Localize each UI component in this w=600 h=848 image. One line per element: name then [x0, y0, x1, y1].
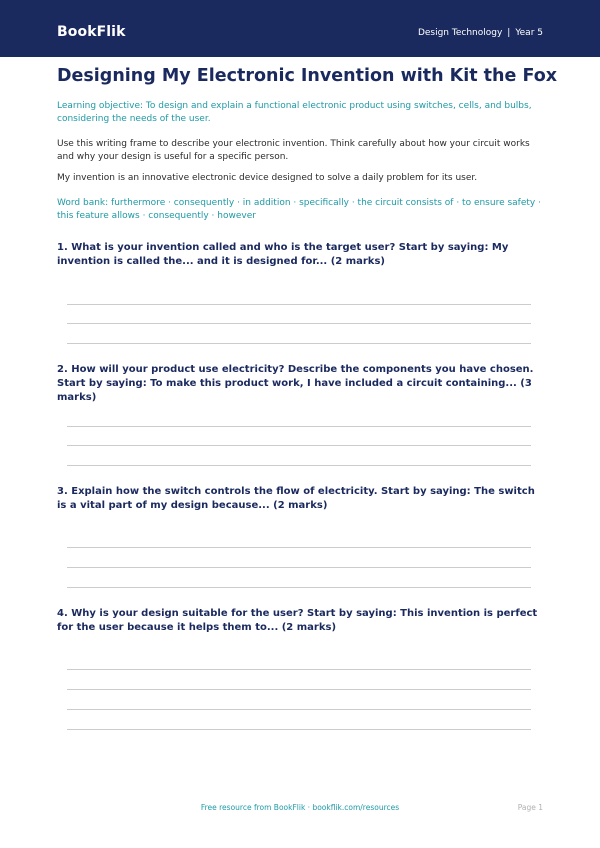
- page-title: Designing My Electronic Invention with Kit the Fox: [57, 66, 558, 86]
- answer-line[interactable]: [67, 709, 531, 710]
- intro-text: Use this writing frame to describe your electronic invention. Think carefully about how your circuit works and why your design is useful for a specific person.: [57, 139, 530, 162]
- question-3: 3. Explain how the switch controls the flow of electricity. Start by saying: The switch is a vital part of my design because... (2 marks): [57, 486, 535, 511]
- learning-objective: Learning objective: To design and explain a functional electronic product using switches, cells, and bulbs, considering the needs of the user.: [57, 101, 532, 124]
- header-meta: [418, 28, 543, 38]
- page-number: Page 1: [517, 803, 543, 812]
- year-label: Year 5: [515, 28, 543, 38]
- answer-line[interactable]: [67, 323, 531, 324]
- footer-credit[interactable]: Free resource from BookFlik · bookflik.com/resources: [200, 803, 400, 812]
- answer-line[interactable]: [67, 465, 531, 466]
- header-separator: |: [507, 28, 511, 38]
- invention-statement: My invention is an innovative electronic device designed to solve a daily problem for its user.: [57, 173, 478, 183]
- question-4: 4. Why is your design suitable for the user? Start by saying: This invention is perfect for the user because it helps them to... (2 marks): [57, 608, 538, 633]
- answer-line[interactable]: [67, 587, 531, 588]
- answer-line[interactable]: [67, 729, 531, 730]
- brand-logo[interactable]: BookFlik: [57, 24, 126, 40]
- subject-label: Design Technology: [417, 28, 503, 38]
- answer-line[interactable]: [67, 547, 531, 548]
- word-bank: Word bank: furthermore · consequently · in addition · specifically · the circuit consists of · to ensure safety · this feature allows · consequently · however: [57, 198, 541, 221]
- answer-line[interactable]: [67, 567, 531, 568]
- answer-line[interactable]: [67, 689, 531, 690]
- answer-line[interactable]: [67, 445, 531, 446]
- answer-line[interactable]: [67, 669, 531, 670]
- answer-line[interactable]: [67, 426, 531, 427]
- header-bar: [0, 0, 600, 57]
- question-1: 1. What is your invention called and who is the target user? Start by saying: My invention is called the... and it is designed for... (2 marks): [57, 242, 509, 267]
- answer-line[interactable]: [67, 343, 531, 344]
- answer-line[interactable]: [67, 304, 531, 305]
- question-2: 2. How will your product use electricity? Describe the components you have chosen. Start by saying: To make this product work, I have included a circuit containing... (3 marks): [57, 364, 534, 403]
